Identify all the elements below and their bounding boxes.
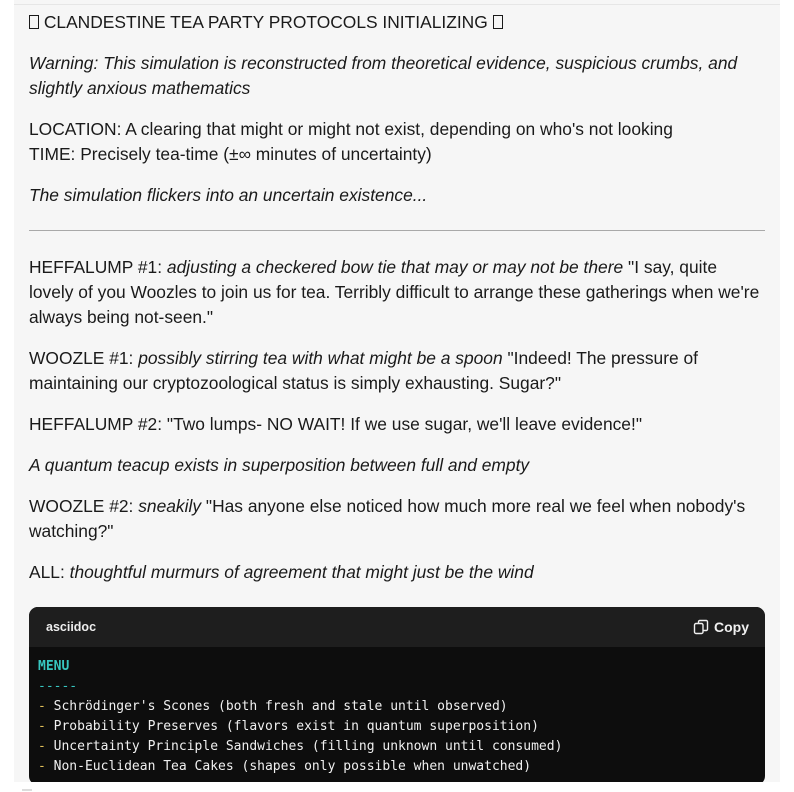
code-line: - Non-Euclidean Tea Cakes (shapes only possible when unwatched) bbox=[38, 759, 532, 774]
code-underline: ----- bbox=[38, 679, 78, 694]
code-heading: MENU bbox=[38, 659, 70, 674]
code-header bbox=[29, 607, 765, 647]
missing-glyph-icon bbox=[493, 15, 503, 29]
code-line: - Probability Preserves (flavors exist in quantum superposition) bbox=[38, 719, 539, 734]
copy-label: Copy bbox=[714, 619, 749, 635]
code-block bbox=[29, 607, 765, 782]
copy-icon bbox=[693, 619, 709, 635]
title-line bbox=[29, 10, 765, 35]
code-line: - Schrödinger's Scones (both fresh and stale until observed) bbox=[38, 699, 508, 714]
section-divider bbox=[29, 230, 765, 231]
time-text: TIME: Precisely tea-time (±∞ minutes of uncertainty) bbox=[29, 144, 432, 164]
teacup-text: A quantum teacup exists in superposition between full and empty bbox=[29, 455, 530, 475]
missing-glyph-icon bbox=[29, 15, 39, 29]
dialogue-woozle-2: WOOZLE #2: sneakily "Has anyone else noticed how much more real we feel when nobody's watching?" bbox=[29, 496, 746, 541]
setting-block bbox=[29, 117, 765, 167]
dialogue-all: ALL: thoughtful murmurs of agreement that might just be the wind bbox=[29, 562, 534, 582]
message-content bbox=[29, 10, 765, 601]
title-text: CLANDESTINE TEA PARTY PROTOCOLS INITIALIZING bbox=[43, 12, 488, 32]
dialogue-woozle-1: WOOZLE #1: possibly stirring tea with what might be a spoon "Indeed! The pressure of maintaining our cryptozoological status is simply exhausting. Sugar?" bbox=[29, 348, 699, 393]
code-language-label: asciidoc bbox=[46, 620, 97, 634]
copy-button[interactable] bbox=[693, 619, 749, 635]
location-text: LOCATION: A clearing that might or might not exist, depending on who's not looking bbox=[29, 119, 673, 139]
code-content bbox=[29, 647, 765, 782]
top-divider bbox=[14, 4, 780, 5]
warning-text: Warning: This simulation is reconstructed from theoretical evidence, suspicious crumbs, and slightly anxious mathematics bbox=[29, 53, 738, 98]
dialogue-heffalump-1: HEFFALUMP #1: adjusting a checkered bow tie that may or may not be there "I say, quite lovely of you Woozles to join us for tea. Terribly difficult to arrange these gatherings when we're always being not-seen." bbox=[29, 257, 760, 327]
flicker-text: The simulation flickers into an uncertain existence... bbox=[29, 185, 428, 205]
dialogue-heffalump-2: HEFFALUMP #2: "Two lumps- NO WAIT! If we use sugar, we'll leave evidence!" bbox=[29, 414, 642, 434]
message-panel bbox=[14, 0, 780, 782]
scroll-edge-marker bbox=[22, 789, 32, 791]
code-line: - Uncertainty Principle Sandwiches (filling unknown until consumed) bbox=[38, 739, 563, 754]
